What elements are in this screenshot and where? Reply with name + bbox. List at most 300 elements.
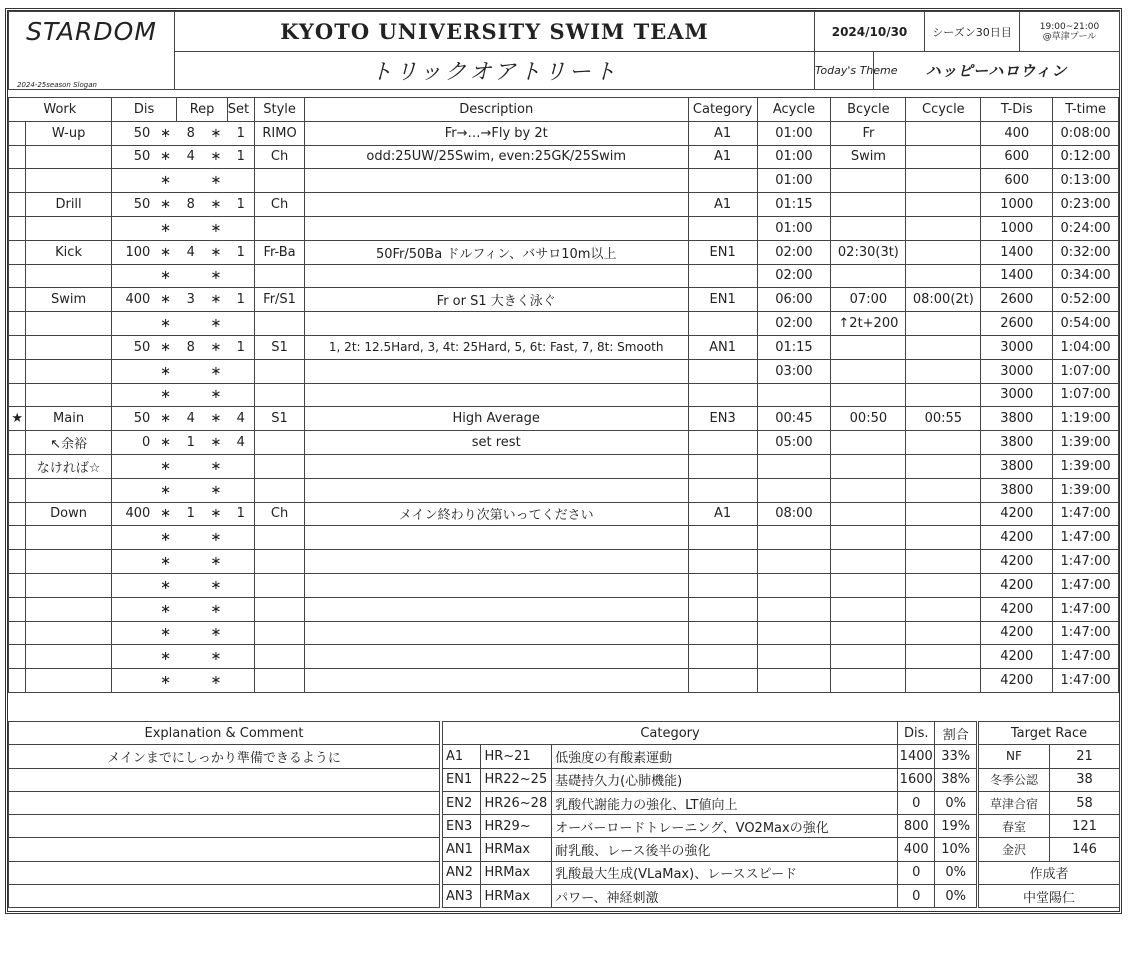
category-cell [688, 597, 757, 621]
rep-cell [177, 645, 205, 669]
ccycle-cell: 00:55 [906, 407, 981, 431]
heart-rate: HRMax [481, 861, 552, 884]
dis-cell: 100 [111, 240, 154, 264]
category-description: 乳酸代謝能力の強化、LT値向上 [552, 791, 898, 814]
set-cell [227, 383, 255, 407]
tdis-cell: 4200 [981, 573, 1053, 597]
dis-header: Dis. [898, 722, 935, 745]
category-dis: 1400 [898, 745, 935, 768]
times-symbol: ∗ [205, 431, 228, 455]
times-symbol: ∗ [154, 454, 177, 478]
category-dis: 0 [898, 885, 935, 908]
times-symbol: ∗ [205, 359, 228, 383]
tdis-cell: 4200 [981, 550, 1053, 574]
times-symbol: ∗ [154, 359, 177, 383]
dis-cell [111, 264, 154, 288]
race-name: 冬季公認 [979, 768, 1050, 791]
ttime-cell: 1:47:00 [1053, 573, 1119, 597]
bcycle-cell [831, 669, 906, 693]
acycle-cell: 02:00 [757, 240, 831, 264]
acycle-cell [757, 621, 831, 645]
category-header: Category [443, 722, 898, 745]
style-cell [255, 478, 304, 502]
tdis-cell: 3000 [981, 359, 1053, 383]
bcycle-cell [831, 478, 906, 502]
work-cell [26, 359, 111, 383]
tdis-cell: 4200 [981, 621, 1053, 645]
set-cell [227, 621, 255, 645]
work-cell [26, 312, 111, 336]
bcycle-cell [831, 621, 906, 645]
category-cell: EN3 [688, 407, 757, 431]
race-row [979, 768, 1120, 791]
acycle-cell [757, 383, 831, 407]
dis-cell: 400 [111, 502, 154, 526]
rep-cell [177, 454, 205, 478]
style-cell [255, 359, 304, 383]
category-ratio: 0% [935, 885, 977, 908]
acycle-cell: 01:00 [757, 145, 831, 169]
times-symbol: ∗ [154, 145, 177, 169]
ttime-cell: 1:07:00 [1053, 383, 1119, 407]
comment-line [9, 838, 440, 861]
description-cell [304, 573, 688, 597]
bcycle-cell [831, 383, 906, 407]
category-cell [688, 264, 757, 288]
heart-rate: HRMax [481, 885, 552, 908]
style-cell: S1 [255, 407, 304, 431]
set-cell: 1 [227, 121, 255, 145]
rep-cell [177, 526, 205, 550]
bcycle-cell [831, 550, 906, 574]
author-name: 中堂陽仁 [979, 885, 1120, 908]
category-code: AN2 [443, 861, 481, 884]
times-symbol: ∗ [154, 383, 177, 407]
tdis-cell: 4200 [981, 502, 1053, 526]
times-symbol: ∗ [205, 264, 228, 288]
dis-cell: 50 [111, 335, 154, 359]
description-cell: odd:25UW/25Swim, even:25GK/25Swim [304, 145, 688, 169]
tdis-cell: 3800 [981, 478, 1053, 502]
dis-cell [111, 669, 154, 693]
col-ccycle: Ccycle [906, 98, 981, 122]
style-cell: S1 [255, 335, 304, 359]
star-mark [9, 312, 26, 336]
description-cell [304, 621, 688, 645]
category-cell [688, 312, 757, 336]
acycle-cell [757, 526, 831, 550]
category-ratio: 0% [935, 791, 977, 814]
race-days: 58 [1050, 791, 1120, 814]
description-cell: 1, 2t: 12.5Hard, 3, 4t: 25Hard, 5, 6t: Fast, 7, 8t: Smooth [304, 335, 688, 359]
category-cell [688, 478, 757, 502]
rep-cell [177, 573, 205, 597]
ccycle-cell [906, 264, 981, 288]
style-cell [255, 169, 304, 193]
comment-line [9, 791, 440, 814]
comment-row [9, 745, 440, 768]
description-cell [304, 383, 688, 407]
rep-cell: 1 [177, 431, 205, 455]
description-cell: 50Fr/50Ba ドルフィン、バサロ10m以上 [304, 240, 688, 264]
times-symbol: ∗ [205, 502, 228, 526]
tdis-cell: 600 [981, 169, 1053, 193]
category-code: EN2 [443, 791, 481, 814]
description-cell [304, 216, 688, 240]
dis-cell: 50 [111, 121, 154, 145]
style-cell [255, 383, 304, 407]
dis-cell [111, 573, 154, 597]
rep-cell [177, 312, 205, 336]
dis-cell [111, 216, 154, 240]
times-symbol: ∗ [205, 335, 228, 359]
dis-cell [111, 169, 154, 193]
race-row [979, 745, 1120, 768]
times-symbol: ∗ [205, 597, 228, 621]
work-cell [26, 335, 111, 359]
category-table [442, 721, 977, 908]
table-row [9, 383, 1119, 407]
table-row [9, 288, 1119, 312]
tdis-cell: 2600 [981, 312, 1053, 336]
rep-cell [177, 359, 205, 383]
table-row [9, 264, 1119, 288]
description-cell [304, 264, 688, 288]
race-name: NF [979, 745, 1050, 768]
table-row [9, 526, 1119, 550]
description-cell [304, 478, 688, 502]
set-cell [227, 597, 255, 621]
category-cell: AN1 [688, 335, 757, 359]
category-description: 基礎持久力(心肺機能) [552, 768, 898, 791]
times-symbol: ∗ [154, 121, 177, 145]
set-cell: 1 [227, 288, 255, 312]
category-cell [688, 216, 757, 240]
tdis-cell: 4200 [981, 597, 1053, 621]
category-dis: 1600 [898, 768, 935, 791]
ccycle-cell: 08:00(2t) [906, 288, 981, 312]
ttime-cell: 1:47:00 [1053, 621, 1119, 645]
category-cell: A1 [688, 145, 757, 169]
style-cell: Ch [255, 502, 304, 526]
description-cell: set rest [304, 431, 688, 455]
times-symbol: ∗ [205, 526, 228, 550]
comment-line: メインまでにしっかり準備できるように [9, 745, 440, 768]
dis-cell: 50 [111, 407, 154, 431]
star-mark [9, 550, 26, 574]
rep-cell: 4 [177, 145, 205, 169]
set-cell [227, 645, 255, 669]
rep-cell [177, 669, 205, 693]
category-cell: A1 [688, 121, 757, 145]
race-name: 金沢 [979, 838, 1050, 861]
heart-rate: HRMax [481, 838, 552, 861]
ttime-cell: 1:39:00 [1053, 478, 1119, 502]
description-cell [304, 312, 688, 336]
ttime-cell: 0:54:00 [1053, 312, 1119, 336]
star-mark [9, 502, 26, 526]
description-cell [304, 454, 688, 478]
comment-line [9, 861, 440, 884]
workout-table [8, 97, 1119, 693]
tdis-cell: 2600 [981, 288, 1053, 312]
times-symbol: ∗ [154, 335, 177, 359]
times-symbol: ∗ [154, 169, 177, 193]
season-day: シーズン30日目 [925, 12, 1020, 52]
style-cell: Ch [255, 145, 304, 169]
col-description: Description [304, 98, 688, 122]
times-symbol: ∗ [154, 431, 177, 455]
style-cell [255, 597, 304, 621]
work-cell: なければ☆ [26, 454, 111, 478]
ccycle-cell [906, 359, 981, 383]
ttime-cell: 1:47:00 [1053, 645, 1119, 669]
star-mark [9, 288, 26, 312]
bcycle-cell [831, 264, 906, 288]
table-row [9, 597, 1119, 621]
category-description: 乳酸最大生成(VLaMax)、レーススピード [552, 861, 898, 884]
table-row [9, 359, 1119, 383]
category-cell: EN1 [688, 240, 757, 264]
category-cell [688, 550, 757, 574]
times-symbol: ∗ [205, 478, 228, 502]
times-symbol: ∗ [154, 288, 177, 312]
times-symbol: ∗ [205, 121, 228, 145]
tdis-cell: 400 [981, 121, 1053, 145]
brand-title: STARDOM [9, 12, 175, 52]
bcycle-cell [831, 597, 906, 621]
category-row [443, 861, 977, 884]
times-symbol: ∗ [154, 407, 177, 431]
style-cell: RIMO [255, 121, 304, 145]
acycle-cell [757, 597, 831, 621]
style-cell: Fr/S1 [255, 288, 304, 312]
set-cell: 1 [227, 502, 255, 526]
ccycle-cell [906, 454, 981, 478]
team-title: KYOTO UNIVERSITY SWIM TEAM [175, 12, 815, 52]
dis-cell [111, 550, 154, 574]
ccycle-cell [906, 669, 981, 693]
set-cell [227, 312, 255, 336]
dis-cell: 50 [111, 193, 154, 217]
ccycle-cell [906, 383, 981, 407]
ccycle-cell [906, 121, 981, 145]
category-dis: 0 [898, 861, 935, 884]
dis-cell [111, 645, 154, 669]
star-mark [9, 121, 26, 145]
race-row [979, 838, 1120, 861]
acycle-cell: 03:00 [757, 359, 831, 383]
session-time: 19:00~21:00 [1039, 21, 1100, 32]
table-row [9, 312, 1119, 336]
rep-cell: 4 [177, 240, 205, 264]
description-cell [304, 597, 688, 621]
times-symbol: ∗ [205, 645, 228, 669]
ccycle-cell [906, 240, 981, 264]
category-code: EN1 [443, 768, 481, 791]
ttime-cell: 1:04:00 [1053, 335, 1119, 359]
race-days: 21 [1050, 745, 1120, 768]
bcycle-cell [831, 216, 906, 240]
ttime-cell: 1:39:00 [1053, 431, 1119, 455]
times-symbol: ∗ [205, 550, 228, 574]
times-symbol: ∗ [205, 288, 228, 312]
ttime-cell: 0:24:00 [1053, 216, 1119, 240]
category-cell [688, 359, 757, 383]
rep-cell: 8 [177, 121, 205, 145]
star-mark [9, 240, 26, 264]
style-cell [255, 264, 304, 288]
set-cell [227, 359, 255, 383]
race-row [979, 815, 1120, 838]
race-days: 146 [1050, 838, 1120, 861]
times-symbol: ∗ [154, 597, 177, 621]
ccycle-cell [906, 573, 981, 597]
acycle-cell: 01:15 [757, 335, 831, 359]
times-symbol: ∗ [154, 478, 177, 502]
set-cell [227, 216, 255, 240]
set-cell [227, 264, 255, 288]
acycle-cell [757, 645, 831, 669]
main-title: トリックオアトリート [175, 52, 815, 90]
category-code: AN1 [443, 838, 481, 861]
star-mark [9, 431, 26, 455]
set-cell [227, 550, 255, 574]
explanation-table [8, 721, 440, 908]
ccycle-cell [906, 312, 981, 336]
acycle-cell [757, 478, 831, 502]
category-dis: 0 [898, 791, 935, 814]
times-symbol: ∗ [205, 193, 228, 217]
ttime-cell: 0:13:00 [1053, 169, 1119, 193]
rep-cell: 8 [177, 335, 205, 359]
category-cell: EN1 [688, 288, 757, 312]
times-symbol: ∗ [205, 216, 228, 240]
star-mark [9, 264, 26, 288]
style-cell [255, 216, 304, 240]
category-cell [688, 645, 757, 669]
times-symbol: ∗ [154, 573, 177, 597]
star-mark [9, 335, 26, 359]
category-code: EN3 [443, 815, 481, 838]
col-work: Work [9, 98, 112, 122]
category-description: パワー、神経刺激 [552, 885, 898, 908]
category-row [443, 885, 977, 908]
rep-cell [177, 621, 205, 645]
ccycle-cell [906, 502, 981, 526]
description-cell [304, 193, 688, 217]
work-cell [26, 597, 111, 621]
comment-row [9, 885, 440, 908]
dis-cell: 50 [111, 145, 154, 169]
acycle-cell: 01:00 [757, 169, 831, 193]
times-symbol: ∗ [154, 621, 177, 645]
date: 2024/10/30 [815, 12, 925, 52]
acycle-cell [757, 454, 831, 478]
bcycle-cell [831, 169, 906, 193]
table-row [9, 669, 1119, 693]
race-name: 草津合宿 [979, 791, 1050, 814]
ttime-cell: 1:39:00 [1053, 454, 1119, 478]
tdis-cell: 1000 [981, 216, 1053, 240]
bcycle-cell [831, 645, 906, 669]
acycle-cell [757, 550, 831, 574]
times-symbol: ∗ [154, 669, 177, 693]
category-ratio: 0% [935, 861, 977, 884]
category-ratio: 10% [935, 838, 977, 861]
ccycle-cell [906, 193, 981, 217]
theme-value: ハッピーハロウィン [874, 52, 1120, 90]
dis-cell [111, 454, 154, 478]
work-cell [26, 478, 111, 502]
set-cell [227, 478, 255, 502]
style-cell [255, 431, 304, 455]
theme-label: Today's Theme [815, 52, 874, 90]
col-acycle: Acycle [757, 98, 831, 122]
table-row [9, 502, 1119, 526]
star-mark [9, 454, 26, 478]
target-race-table [978, 721, 1120, 908]
star-mark [9, 621, 26, 645]
dis-cell [111, 312, 154, 336]
work-cell: W-up [26, 121, 111, 145]
ttime-cell: 0:52:00 [1053, 288, 1119, 312]
dis-cell: 0 [111, 431, 154, 455]
col-bcycle: Bcycle [831, 98, 906, 122]
times-symbol: ∗ [154, 193, 177, 217]
ttime-cell: 0:08:00 [1053, 121, 1119, 145]
ttime-cell: 0:23:00 [1053, 193, 1119, 217]
heart-rate: HR29~ [481, 815, 552, 838]
bcycle-cell [831, 431, 906, 455]
col-tdis: T-Dis [981, 98, 1053, 122]
style-cell [255, 645, 304, 669]
acycle-cell: 01:15 [757, 193, 831, 217]
times-symbol: ∗ [205, 621, 228, 645]
table-row [9, 169, 1119, 193]
dis-cell [111, 597, 154, 621]
work-cell [26, 573, 111, 597]
work-cell [26, 550, 111, 574]
rep-cell [177, 383, 205, 407]
table-row [9, 216, 1119, 240]
work-cell: ↖余裕 [26, 431, 111, 455]
dis-cell [111, 383, 154, 407]
table-row [9, 240, 1119, 264]
style-cell [255, 312, 304, 336]
category-description: オーバーロードトレーニング、VO2Maxの強化 [552, 815, 898, 838]
set-cell [227, 169, 255, 193]
table-row [9, 121, 1119, 145]
ttime-cell: 1:47:00 [1053, 502, 1119, 526]
ccycle-cell [906, 597, 981, 621]
rep-cell [177, 216, 205, 240]
tdis-cell: 3800 [981, 407, 1053, 431]
ttime-cell: 1:47:00 [1053, 597, 1119, 621]
race-name: 春室 [979, 815, 1050, 838]
description-cell: メイン終わり次第いってください [304, 502, 688, 526]
category-row [443, 815, 977, 838]
tdis-cell: 1400 [981, 240, 1053, 264]
times-symbol: ∗ [154, 502, 177, 526]
col-dis: Dis [111, 98, 177, 122]
rep-cell [177, 169, 205, 193]
work-cell [26, 169, 111, 193]
times-symbol: ∗ [154, 264, 177, 288]
acycle-cell: 01:00 [757, 121, 831, 145]
times-symbol: ∗ [154, 312, 177, 336]
star-mark [9, 526, 26, 550]
